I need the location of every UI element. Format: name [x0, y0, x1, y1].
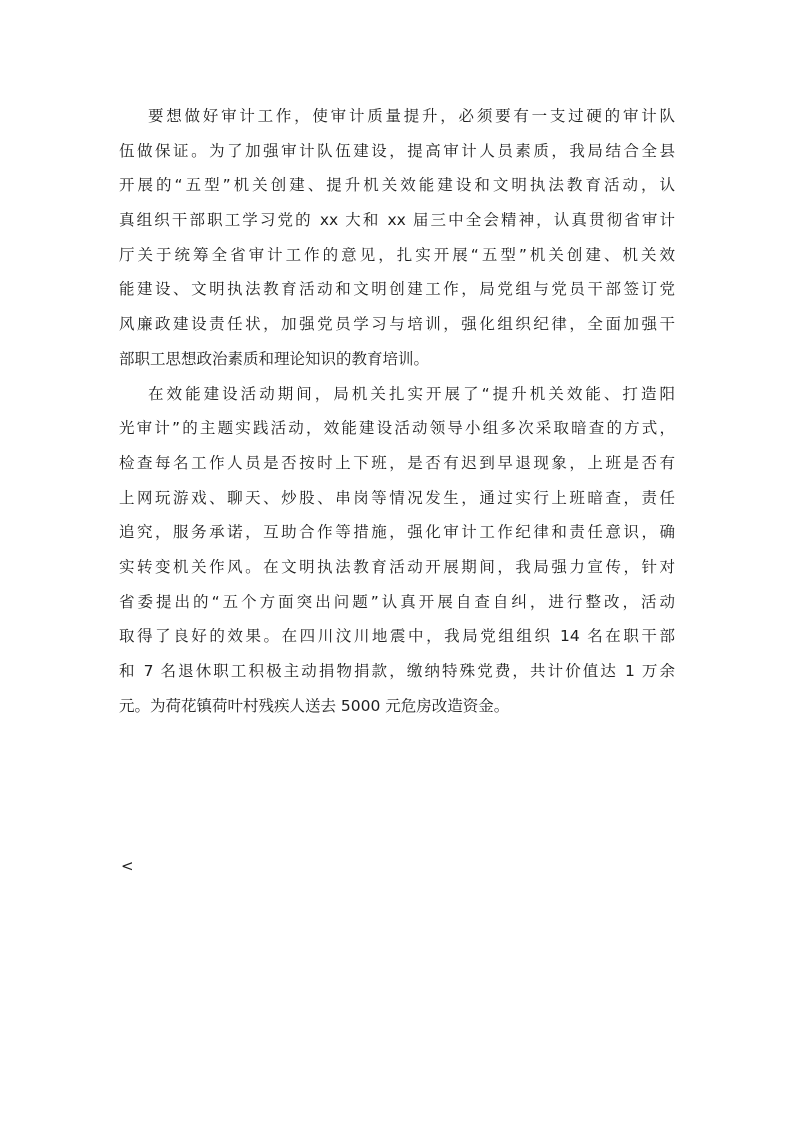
text-line: 实转变机关作风。在文明执法教育活动开展期间，我局强力宣传，针对	[119, 557, 675, 576]
paragraph-audit-team	[119, 99, 675, 377]
text-line: 厅关于统筹全省审计工作的意见，扎实开展“五型”机关创建、机关效	[119, 245, 675, 264]
text-line: 追究，服务承诺，互助合作等措施，强化审计工作纪律和责任意识，确	[119, 523, 675, 542]
text-line: 省委提出的“五个方面突出问题”认真开展自查自纠，进行整改，活动	[119, 592, 675, 611]
text-line: 上网玩游戏、聊天、炒股、串岗等情况发生，通过实行上班暗查，责任	[119, 488, 675, 507]
text-line: 光审计”的主题实践活动，效能建设活动领导小组多次采取暗查的方式，	[119, 419, 675, 438]
text-line: 风廉政建设责任状，加强党员学习与培训，强化组织纪律，全面加强干	[119, 315, 675, 334]
text-line: 检查每名工作人员是否按时上下班，是否有迟到早退现象，上班是否有	[119, 453, 675, 472]
text-line: 伍做保证。为了加强审计队伍建设，提高审计人员素质，我局结合全县	[119, 141, 675, 160]
text-line: 要想做好审计工作，使审计质量提升，必须要有一支过硬的审计队	[148, 107, 675, 125]
trailing-mark: <	[121, 857, 134, 875]
document-body	[119, 99, 675, 723]
paragraph-efficiency-campaign	[119, 377, 675, 724]
text-line: 能建设、文明执法教育活动和文明创建工作，局党组与党员干部签订党	[119, 280, 675, 299]
text-line: 部职工思想政治素质和理论知识的教育培训。	[119, 349, 430, 368]
text-line: 和 7 名退休职工积极主动捐物捐款，缴纳特殊党费，共计价值达 1 万余	[119, 662, 675, 680]
text-line: 在效能建设活动期间，局机关扎实开展了“提升机关效能、打造阳	[148, 384, 675, 403]
text-line: 取得了良好的效果。在四川汶川地震中，我局党组组织 14 名在职干部	[119, 627, 675, 646]
text-line: 元。为荷花镇荷叶村残疾人送去 5000 元危房改造资金。	[119, 696, 510, 715]
text-line: 开展的“五型”机关创建、提升机关效能建设和文明执法教育活动，认	[119, 176, 675, 195]
text-line: 真组织干部职工学习党的 xx 大和 xx 届三中全会精神，认真贯彻省审计	[119, 211, 675, 230]
